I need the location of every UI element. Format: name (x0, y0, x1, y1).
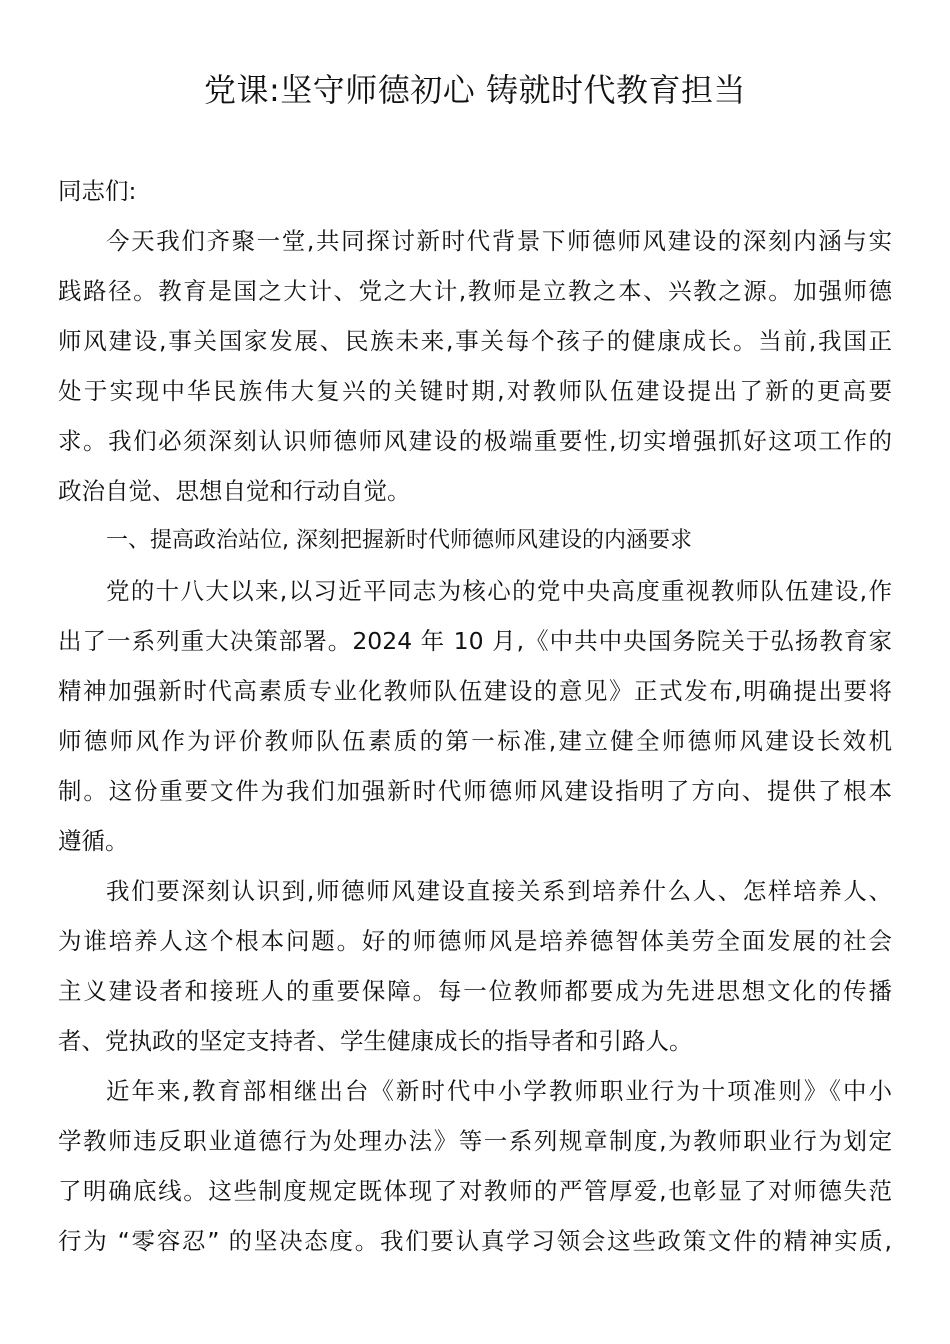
paragraph-line: 近年来,教育部相继出台《新时代中小学教师职业行为十项准则》《中小 (106, 1077, 892, 1105)
paragraph-line: 行为 “零容忍” 的坚决态度。我们要认真学习领会这些政策文件的精神实质, (58, 1227, 892, 1255)
document-title: 党课:坚守师德初心 铸就时代教育担当 (204, 71, 746, 109)
section-heading: 一、提高政治站位, 深刻把握新时代师德师风建设的内涵要求 (106, 528, 692, 553)
paragraph-intro (58, 216, 892, 516)
paragraph-line: 主义建设者和接班人的重要保障。每一位教师都要成为先进思想文化的传播 (58, 977, 892, 1005)
document-body (58, 166, 892, 1266)
paragraph-line: 遵循。 (58, 827, 129, 855)
paragraph-policy (58, 566, 892, 866)
paragraph-line: 师风建设,事关国家发展、民族未来,事关每个孩子的健康成长。当前,我国正 (58, 327, 892, 355)
paragraph-line: 精神加强新时代高素质专业化教师队伍建设的意见》正式发布,明确提出要将 (58, 677, 892, 705)
paragraph-line: 出了一系列重大决策部署。2024 年 10 月,《中共中央国务院关于弘扬教育家 (58, 627, 892, 655)
paragraph-regulations (58, 1066, 892, 1266)
paragraph-line: 者、党执政的坚定支持者、学生健康成长的指导者和引路人。 (58, 1027, 693, 1055)
paragraph-line: 践路径。教育是国之大计、党之大计,教师是立教之本、兴教之源。加强师德 (58, 277, 892, 305)
paragraph-line: 政治自觉、思想自觉和行动自觉。 (58, 477, 411, 505)
paragraph-line: 学教师违反职业道德行为处理办法》等一系列规章制度,为教师职业行为划定 (58, 1127, 892, 1155)
paragraph-line: 处于实现中华民族伟大复兴的关键时期,对教师队伍建设提出了新的更高要 (58, 377, 892, 405)
paragraph-line: 师德师风作为评价教师队伍素质的第一标准,建立健全师德师风建设长效机 (58, 727, 892, 755)
paragraph-line: 党的十八大以来,以习近平同志为核心的党中央高度重视教师队伍建设,作 (106, 577, 892, 605)
paragraph-line: 今天我们齐聚一堂,共同探讨新时代背景下师德师风建设的深刻内涵与实 (106, 227, 892, 255)
paragraph-line: 求。我们必须深刻认识师德师风建设的极端重要性,切实增强抓好这项工作的 (58, 427, 892, 455)
paragraph-line: 了明确底线。这些制度规定既体现了对教师的严管厚爱,也彰显了对师德失范 (58, 1177, 892, 1205)
paragraph-importance (58, 866, 892, 1066)
paragraph-line: 我们要深刻认识到,师德师风建设直接关系到培养什么人、怎样培养人、 (106, 877, 892, 905)
paragraph-line: 制。这份重要文件为我们加强新时代师德师风建设指明了方向、提供了根本 (58, 777, 892, 805)
paragraph-line: 为谁培养人这个根本问题。好的师德师风是培养德智体美劳全面发展的社会 (58, 927, 892, 955)
greeting: 同志们: (58, 177, 137, 205)
